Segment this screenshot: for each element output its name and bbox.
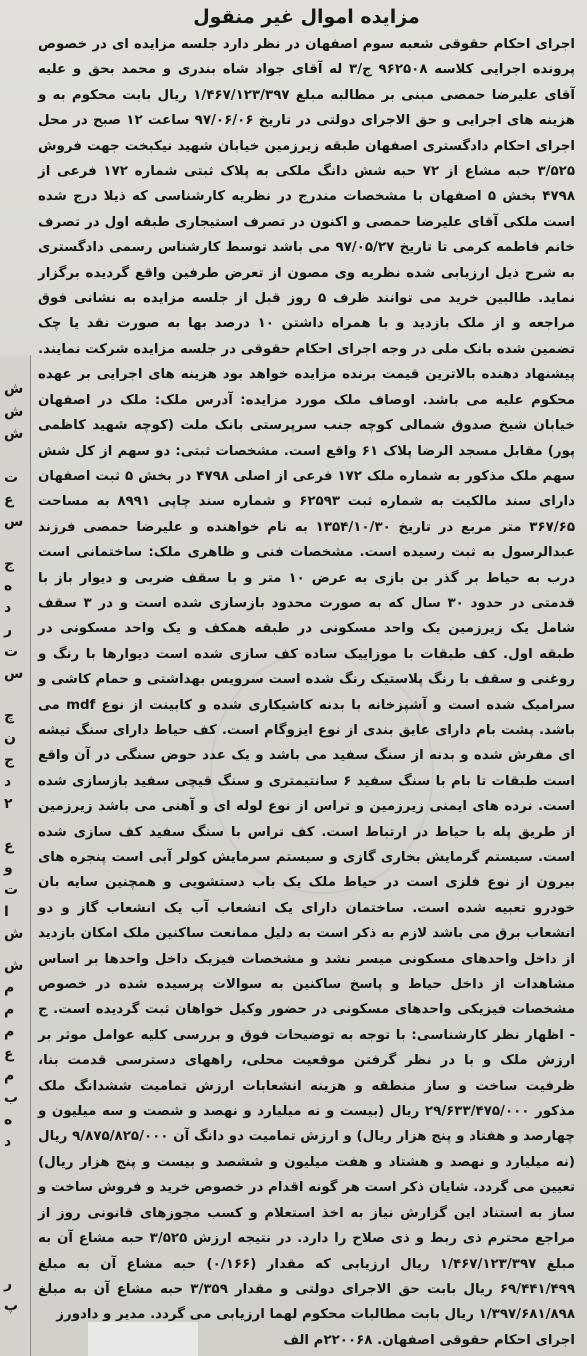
auction-notice	[38, 4, 575, 1348]
left-column-fragment: م	[4, 980, 15, 996]
left-column-fragment: ع	[4, 838, 14, 854]
left-column-fragment: و	[4, 860, 13, 876]
left-column-fragment: ش	[4, 958, 24, 974]
left-column-fragment: ا	[4, 904, 9, 920]
left-column-fragment: ب	[4, 1090, 19, 1106]
left-column-fragment: ن	[4, 730, 16, 746]
left-column-fragment: ش	[4, 926, 24, 942]
left-column-fragment: ش	[4, 381, 24, 397]
left-column-fragment: د	[4, 1134, 12, 1150]
left-column-fragment: چ	[4, 708, 15, 724]
adjacent-column-fragment	[0, 355, 31, 1356]
left-column-fragment: ج	[4, 752, 15, 768]
left-column-fragment: ع	[4, 492, 14, 508]
notice-signature: اجرای احکام حقوقی اصفهان. ۲۲۰۰۶۸م الف	[283, 1332, 575, 1348]
left-column-fragment: س	[4, 514, 24, 530]
left-column-fragment: ع	[4, 1046, 14, 1062]
left-column-fragment: ش	[4, 426, 24, 442]
left-column-fragment: ه	[4, 578, 13, 594]
notice-title: مزایده اموال غیر منقول	[193, 6, 420, 28]
left-column-fragment: ج	[4, 556, 15, 572]
left-column-fragment: م	[4, 1002, 15, 1018]
left-column-fragment: ه	[4, 1112, 13, 1128]
left-column-fragment: م	[4, 1024, 15, 1040]
left-column-fragment: ش	[4, 404, 24, 420]
left-column-fragment: ر	[4, 622, 13, 638]
left-column-fragment: د	[4, 600, 12, 616]
left-column-fragment: ۲	[4, 796, 13, 812]
left-column-fragment: د	[4, 774, 12, 790]
left-column-fragment: م	[4, 1068, 15, 1084]
left-column-fragment: س	[4, 666, 24, 682]
left-column-fragment: ت	[4, 644, 19, 660]
left-column-fragment: ت	[4, 470, 19, 486]
redaction-box	[88, 1322, 198, 1356]
left-column-fragment: ر	[4, 1276, 13, 1292]
left-column-fragment: ت	[4, 882, 19, 898]
notice-body: اجرای احکام حقوقی شعبه سوم اصفهان در نظر دارد جلسه مزایده ای در خصوص پرونده اجرایی کلاسه ۹۶۲۵۰۸ ج/۳ له آقای جواد شاه بندری و محمد بحق و علیه آقای علیرضا حمصی مبنی بر مطالبه مبلغ ۱/۴۶۷/۱۲۳/۳۹۷ ریال بابت محکوم به و هزینه های اجرایی و حق الاجرای دولتی در تاریخ ۹۷/۰۶/۰۶ ساعت ۱۲ صبح در محل اجرای احکام دادگستری اصفهان طبقه زیرزمین خیابان شهید نیکبخت جهت فروش ۳/۵۲۵ حبه مشاع از ۷۲ حبه شش دانگ ملکی به پلاک ثبتی شماره ۱۷۲ فرعی از ۴۷۹۸ بخش ۵ اصفهان با مشخصات مندرج در نظریه کارشناسی که ذیلا درج شده است ملکی آقای علیرضا حمصی و اکنون در تصرف استیجاری طبقه اول در تصرف خانم فاطمه کرمی تا تاریخ ۹۷/۰۵/۲۷ می باشد توسط کارشناس رسمی دادگستری به شرح ذیل ارزیابی شده نظریه وی مصون از تعرض طرفین واقع گردیده برگزار نماید. طالبین خرید می توانند ظرف ۵ روز قبل از جلسه مزایده به نشانی فوق مراجعه و از ملک بازدید و با همراه داشتن ۱۰ درصد بها به صورت نقد یا چک تضمین شده بانک ملی در وجه اجرای احکام حقوقی در جلسه مزایده شرکت نمایند. پیشنهاد دهنده بالاترین قیمت برنده مزایده خواهد بود هزینه های اجرایی بر عهده محکوم علیه می باشد. اوصاف ملک مورد مزایده: آدرس ملک: ملک در اصفهان خیابان شیخ صدوق شمالی کوچه جنب سرپرستی بانک ملت (کوچه شهید کاظمی پور) مقابل مسجد الرضا پلاک ۶۱ واقع است. مشخصات ثبتی: دو سهم از کل شش سهم ملک مذکور به شماره ملک ۱۷۲ فرعی از اصلی ۴۷۹۸ در بخش ۵ ثبت اصفهان دارای سند مالکیت به شماره ثبت ۶۲۵۹۳ و شماره سند چاپی ۸۹۹۱ به مساحت ۳۶۷/۶۵ متر مربع در تاریخ ۱۳۵۴/۱۰/۳۰ به نام خواهنده و علیرضا حمصی فرزند عبدالرسول به ثبت رسیده است. مشخصات فنی و ظاهری ملک: ساختمانی است درب به حیاط بر گذر بن بازی به عرض ۱۰ متر و با سقف ضربی و دیوار باز با قدمتی در حدود ۳۰ سال که به صورت محدود بازسازی شده است و در ۳ سقف شامل یک زیرزمین یک واحد مسکونی در طبقه همکف و یک واحد مسکونی در طبقه اول. کف طبقات با موزاییک ساده کف سازی شده است دیوارها با رنگ و روغنی و سقف با رنگ پلاستیک رنگ شده است سرویس بهداشتی و حمام کاشی و سرامیک شده است و آشپزخانه با بدنه کاشیکاری شده و کابینت از نوع mdf می باشد. پشت بام دارای عایق بندی از نوع ایزوگام است. کف حیاط دارای سنگ تیشه ای مفرش شده و بدنه از سنگ سفید می باشد و یک عدد حوض سنگی در آن واقع است طبقات تا بام با سنگ سفید ۶ سانتیمتری و سنگ قیچی سفید بازسازی شده است. نرده های ایمنی زیرزمین و تراس از نوع لوله ای و آهنی می باشد زیرزمین از طریق پله با حیاط در ارتباط است. کف تراس با سنگ سفید کف سازی شده است. سیستم گرمایش بخاری گازی و سیستم سرمایش کولر آبی است پنجره های بیرون از نوع فلزی است در حیاط ملک یک باب دستشویی و همچنین سایه بان خودرو تعبیه شده است. ساختمان دارای یک انشعاب آب یک انشعاب گاز و دو انشعاب برق می باشد لازم به ذکر است به دلیل ممانعت ساکنین ملک امکان بازدید از داخل واحدهای مسکونی میسر نشد و مشخصات فیزیک داخل واحدها بر اساس مشاهدات از داخل حیاط و پاسخ ساکنین به سوالات پرسیده شده در خصوص مشخصات فیزیکی واحدهای مسکونی در حضور وکیل خواهان ثبت گردیده است. ج - اظهار نظر کارشناسی: با توجه به توضیحات فوق و بررسی کلیه عوامل موثر بر ارزش ملک و با در نظر گرفتن موقعیت محلی، راههای دسترسی قدمت بنا، ظرفیت ساخت و ساز منطقه و هزینه انشعابات ارزش تمامیت ششدانگ ملک مذکور ۲۹/۶۳۳/۴۷۵/۰۰۰ ریال (بیست و نه میلیارد و نهصد و شصت و سه میلیون و چهارصد و هفتاد و پنج هزار ریال) و ارزش تمامیت دو دانگ آن ۹/۸۷۵/۸۲۵/۰۰۰ ریال (نه میلیارد و نهصد و هشتاد و هفت میلیون و ششصد و بیست و پنج هزار ریال) تعیین می گردد. شایان ذکر است هر گونه اقدام در خصوص خرید و فروش ساخت و ساز به استناد این گزارش نیاز به اخذ استعلام و کسب مجوزهای قانونی روز از مراجع محترم ذی ربط و ذی صلاح را دارد. در نتیجه ارزش ۳/۵۲۵ حبه مشاع آن به مبلغ ۱/۴۶۷/۱۲۳/۳۹۷ ریال ارزیابی که مقدار (۰/۱۶۶) حبه مشاع آن به مبلغ ۶۹/۴۴۱/۴۹۹ ریال بابت حق الاجرای دولتی و مقدار ۳/۳۵۹ حبه مشاع آن به مبلغ ۱/۳۹۷/۶۸۱/۸۹۸ ریال بابت مطالبات محکوم لهما ارزیابی می گردد. مدیر و دادورز	[38, 37, 575, 1323]
left-column-fragment: پ	[4, 1298, 19, 1314]
